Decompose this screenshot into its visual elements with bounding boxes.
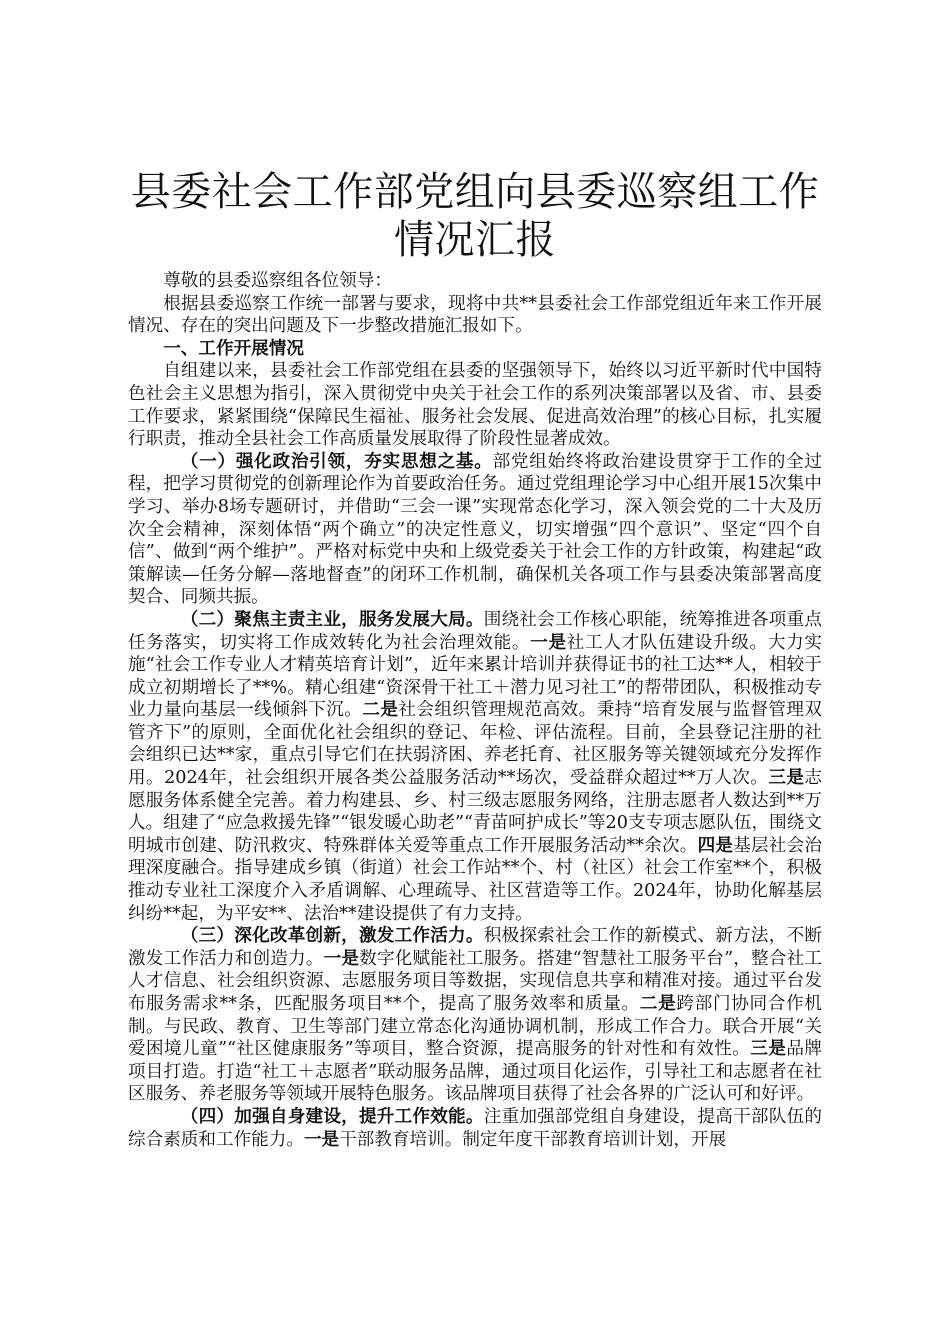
section-paragraph-2 xyxy=(128,609,822,925)
ordinal-marker: 一是 xyxy=(303,1128,340,1150)
section-paragraph-3 xyxy=(128,925,822,1106)
section-text: 积极探索社会工作的新模式、新方法，不断激发工作活力和创造力。 xyxy=(128,926,822,969)
ordinal-marker: 二是 xyxy=(362,699,399,721)
section-text: 志愿服务体系健全完善。着力构建县、乡、村三级志愿服务网络，注册志愿者人数达到**万人。组建了“应急救援先锋”“银发暖心助老”“青苗呵护成长”等20支专项志愿队伍，围绕文明城市创建、防汛救灾、特殊群体关爱等重点工作开展服务活动**余次。 xyxy=(128,768,822,856)
section-text: 基层社会治理深度融合。指导建成乡镇（街道）社会工作站**个、村（社区）社会工作室**个，积极推动专业社工深度介入矛盾调解、心理疏导、社区营造等工作。2024年，协助化解基层纠纷**起，为平安**、法治**建设提供了有力支持。 xyxy=(128,835,822,924)
section-paragraph-1 xyxy=(128,451,822,609)
section-text: 注重加强部党组自身建设，提高干部队伍的综合素质和工作能力。 xyxy=(128,1106,822,1150)
section-text: 围绕社会工作核心职能，统筹推进各项重点任务落实，切实将工作成效转化为社会治理效能。 xyxy=(128,609,822,653)
section-lead: （一）强化政治引领，夯实思想之基。 xyxy=(180,450,493,472)
section-lead: （二）聚焦主责主业，服务发展大局。 xyxy=(180,608,484,630)
salutation: 尊敬的县委巡察组各位领导： xyxy=(163,271,392,291)
document-page xyxy=(128,168,822,1151)
ordinal-marker: 一是 xyxy=(323,947,360,969)
section-lead: （四）加强自身建设，提升工作效能。 xyxy=(180,1105,484,1127)
ordinal-marker: 三是 xyxy=(750,1038,787,1060)
section-paragraph-4 xyxy=(128,1106,822,1151)
ordinal-marker: 三是 xyxy=(768,767,805,789)
ordinal-marker: 一是 xyxy=(530,631,567,653)
section-lead: （三）深化改革创新，激发工作活力。 xyxy=(180,925,484,947)
ordinal-marker: 四是 xyxy=(697,834,734,856)
section-text: 品牌项目打造。打造“社工＋志愿者”联动服务品牌，通过项目化运作，引导社工和志愿者在社区服务、养老服务等领域开展特色服务。该品牌项目获得了社会各界的广泛认可和好评。 xyxy=(128,1039,822,1105)
section-text: 部党组始终将政治建设贯穿于工作的全过程，把学习贯彻党的创新理论作为首要政治任务。通过党组理论学习中心组开展15次集中学习、举办8场专题研讨，并借助“三会一课”实现常态化学习，深入领会党的二十大及历次全会精神，深刻体悟“两个确立”的决定性意义，切实增强“四个意识”、坚定“四个自信”、做到“两个维护”。严格对标党中央和上级党委关于社会工作的方针政策，构建起“政策解读—任务分解—落地督查”的闭环工作机制，确保机关各项工作与县委决策部署高度契合、同频共振。 xyxy=(128,451,822,608)
ordinal-marker: 二是 xyxy=(639,993,677,1014)
section-text: 社会组织管理规范高效。秉持“培育发展与监督管理双管齐下”的原则，全面优化社会组织的登记、年检、评估流程。目前，全县登记注册的社会组织已达**家，重点引导它们在扶弱济困、养老托育、社区服务等关键领域充分发挥作用。2024年，社会组织开展各类公益服务活动**场次，受益群众超过**万人次。 xyxy=(128,700,822,789)
section-text: 社工人才队伍建设升级。大力实施“社会工作专业人才精英培育计划”，近年来累计培训并获得证书的社工达**人，相较于成立初期增长了**%。精心组建“资深骨干社工＋潜力见习社工”的帮带团队，积极推动专业力量向基层一线倾斜下沉。 xyxy=(128,632,822,721)
section-heading: 一、工作开展情况 xyxy=(163,337,304,359)
overview-paragraph: 自组建以来，县委社会工作部党组在县委的坚强领导下，始终以习近平新时代中国特色社会主义思想为指引，深入贯彻党中央关于社会工作的系列决策部署以及省、市、县委工作要求，紧紧围绕“保障民生福祉、服务社会发展、促进高效治理”的核心目标，扎实履行职责，推动全县社会工作高质量发展取得了阶段性显著成效。 xyxy=(128,361,822,450)
section-text: 干部教育培训。制定年度干部教育培训计划，开展 xyxy=(339,1129,727,1150)
document-body xyxy=(128,270,822,1151)
section-text: 跨部门协同合作机制。与民政、教育、卫生等部门建立常态化沟通协调机制，形成工作合力。联合开展“关爱困境儿童”“社区健康服务”等项目，整合资源，提高服务的针对性和有效性。 xyxy=(128,994,822,1060)
section-text: 数字化赋能社工服务。搭建“智慧社工服务平台”，整合社工人才信息、社会组织资源、志愿服务项目等数据，实现信息共享和精准对接。通过平台发布服务需求**条，匹配服务项目**个，提高了服务效率和质量。 xyxy=(128,948,822,1014)
intro-paragraph: 根据县委巡察工作统一部署与要求，现将中共**县委社会工作部党组近年来工作开展情况、存在的突出问题及下一步整改措施汇报如下。 xyxy=(128,293,822,337)
document-title: 县委社会工作部党组向县委巡察组工作情况汇报 xyxy=(130,169,820,263)
